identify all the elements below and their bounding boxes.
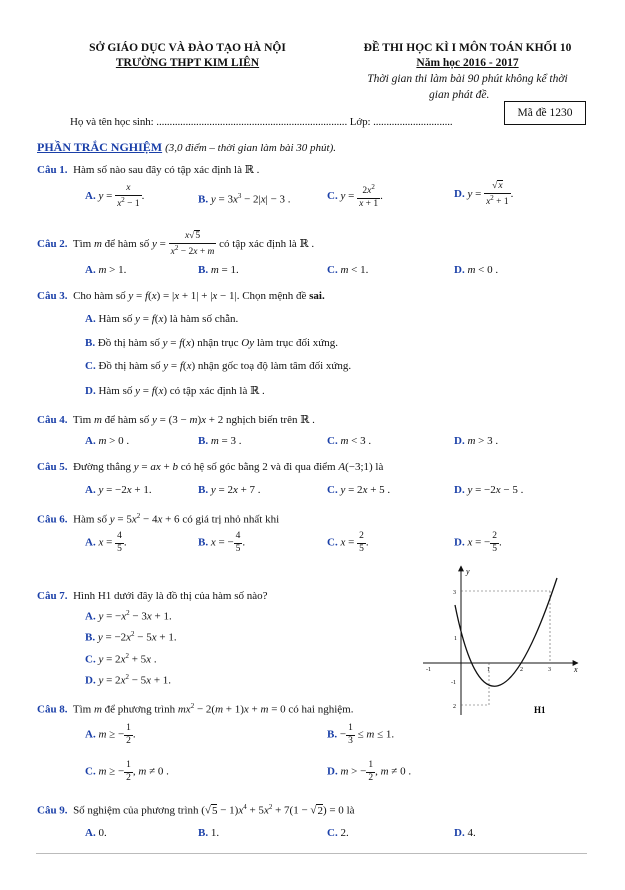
- q1-option-a[interactable]: A. y = $\frac{x}{x^2 - 1}$ .: [85, 183, 145, 209]
- section-heading: [37, 140, 336, 155]
- y-axis-label: y: [466, 567, 470, 576]
- q7-option-c[interactable]: C. $y = 2x^2 + 5x$ .: [85, 652, 157, 666]
- student-info-line: Họ và tên học sinh: ........................................................................ Lớp: ..............................: [70, 116, 453, 128]
- question-7: Câu 7. Hình H1 dưới đây là đồ thị của hàm số nào?: [37, 590, 268, 602]
- q8-option-d[interactable]: D. m > − $\frac{1}{2}$ , m ≠ 0 .: [327, 760, 412, 783]
- y-tick-3: 3: [453, 590, 456, 596]
- figure-h1-graph: [420, 560, 590, 720]
- x-tick-2: 2: [520, 667, 523, 673]
- q9-option-b[interactable]: B. 1.: [198, 827, 220, 839]
- question-text: Hàm số nào sau đây có tập xác định là ℝ .: [73, 164, 260, 176]
- q6-option-c[interactable]: C. x = $\frac{2}{5}$ .: [327, 531, 369, 554]
- figure-label: H1: [534, 705, 546, 715]
- section-title: PHẦN TRẮC NGHIỆM: [37, 140, 163, 154]
- q2-option-b[interactable]: B. m = 1.: [198, 264, 239, 276]
- q9-option-a[interactable]: A. 0.: [85, 827, 107, 839]
- q8-option-b[interactable]: B. − $\frac{1}{3}$ ≤ m ≤ 1.: [327, 723, 395, 746]
- section-note: (3,0 điểm – thời gian làm bài 30 phút).: [165, 142, 336, 154]
- parabola-curve: [455, 578, 557, 686]
- q2-option-a[interactable]: A. m > 1.: [85, 264, 127, 276]
- question-6: Câu 6. Hàm số $y = 5x^2 - 4x + 6$ có giá trị nhỏ nhất khi: [37, 512, 280, 526]
- exam-code-box: Mã đề 1230: [504, 101, 586, 125]
- q3-option-b[interactable]: B. Đồ thị hàm số y = f(x) nhận trục Oy làm trục đối xứng.: [85, 337, 338, 349]
- x-tick-1: 1: [487, 667, 490, 673]
- q1-option-d[interactable]: D. y = $\frac{√x}{x^2 + 1}$ .: [454, 181, 514, 207]
- q4-option-d[interactable]: D. m > 3 .: [454, 435, 499, 447]
- q9-option-c[interactable]: C. 2.: [327, 827, 349, 839]
- x-tick-neg1: -1: [426, 667, 431, 673]
- exam-title: ĐỀ THI HỌC KÌ I MÔN TOÁN KHỐI 10: [363, 42, 572, 54]
- q2-option-c[interactable]: C. m < 1.: [327, 264, 369, 276]
- x-tick-3: 3: [548, 667, 551, 673]
- q7-option-d[interactable]: D. $y = 2x^2 - 5x + 1$.: [85, 673, 172, 687]
- footer-divider: [36, 853, 587, 854]
- q1-option-c[interactable]: C. y = $\frac{2x^2}{x + 1}$ .: [327, 183, 383, 209]
- y-tick-1: 1: [454, 636, 457, 642]
- q6-option-a[interactable]: A. x = $\frac{4}{5}$ .: [85, 531, 127, 554]
- question-1: [37, 163, 259, 176]
- q6-option-b[interactable]: B. x = − $\frac{4}{5}$ .: [198, 531, 246, 554]
- question-8: Câu 8. Tìm m để phương trình $mx^2 - 2(m + 1)x + m = 0$ có hai nghiệm.: [37, 702, 354, 716]
- q4-option-c[interactable]: C. m < 3 .: [327, 435, 372, 447]
- q8-option-c[interactable]: C. m ≥ − $\frac{1}{2}$ , m ≠ 0 .: [85, 760, 169, 783]
- q1-option-b[interactable]: B. $y = 3x^3 - 2|x| - 3$ .: [198, 192, 291, 206]
- department-name: SỞ GIÁO DỤC VÀ ĐÀO TẠO HÀ NỘI: [89, 42, 286, 54]
- q4-option-a[interactable]: A. m > 0 .: [85, 435, 130, 447]
- q4-option-b[interactable]: B. m = 3 .: [198, 435, 242, 447]
- school-year: Năm học 2016 - 2017: [416, 57, 519, 69]
- q5-option-b[interactable]: B. y = 2x + 7 .: [198, 484, 261, 496]
- question-9: Câu 9. Số nghiệm của phương trình $(√5 - 1)x^4 + 5x^2 + 7(1 - √2) = 0$ là: [37, 803, 355, 817]
- school-name: TRƯỜNG THPT KIM LIÊN: [115, 57, 260, 69]
- q5-option-a[interactable]: A. y = −2x + 1.: [85, 484, 152, 496]
- time-note-line1: Thời gian thi làm bài 90 phút không kể thời: [367, 73, 568, 85]
- y-tick-neg1: -1: [451, 680, 456, 686]
- y-tick-2: 2: [453, 704, 456, 710]
- x-axis-label: x: [574, 665, 578, 674]
- question-5: Câu 5. Đường thẳng y = ax + b có hệ số góc bằng 2 và đi qua điểm A(−3;1) là: [37, 461, 384, 473]
- q6-option-d[interactable]: D. x = − $\frac{2}{5}$ .: [454, 531, 502, 554]
- q3-option-d[interactable]: D. Hàm số y = f(x) có tập xác định là ℝ .: [85, 385, 265, 397]
- time-note-line2: gian phát đề.: [429, 89, 490, 101]
- q5-option-c[interactable]: C. y = 2x + 5 .: [327, 484, 391, 496]
- question-2: Câu 2. Tìm m để hàm số y = $\frac{x√5}{x^2 - 2x + m}$ có tập xác định là ℝ .: [37, 231, 315, 257]
- q3-option-c[interactable]: C. Đồ thị hàm số y = f(x) nhận gốc toạ độ làm tâm đối xứng.: [85, 360, 352, 372]
- q8-option-a[interactable]: A. m ≥ − $\frac{1}{2}$ .: [85, 723, 136, 746]
- q3-option-a[interactable]: A. Hàm số y = f(x) là hàm số chẵn.: [85, 313, 239, 325]
- q7-option-a[interactable]: A. $y = -x^2 - 3x + 1$.: [85, 609, 172, 623]
- q7-option-b[interactable]: B. $y = -2x^2 - 5x + 1$.: [85, 630, 177, 644]
- q2-option-d[interactable]: D. m < 0 .: [454, 264, 499, 276]
- q5-option-d[interactable]: D. y = −2x − 5 .: [454, 484, 524, 496]
- question-3: Câu 3. Cho hàm số y = f(x) = |x + 1| + |x − 1|. Chọn mệnh đề sai.: [37, 290, 325, 302]
- question-label: Câu 1.: [37, 164, 68, 176]
- question-4: Câu 4. Tìm m để hàm số y = (3 − m)x + 2 nghịch biến trên ℝ .: [37, 414, 315, 426]
- q9-option-d[interactable]: D. 4.: [454, 827, 476, 839]
